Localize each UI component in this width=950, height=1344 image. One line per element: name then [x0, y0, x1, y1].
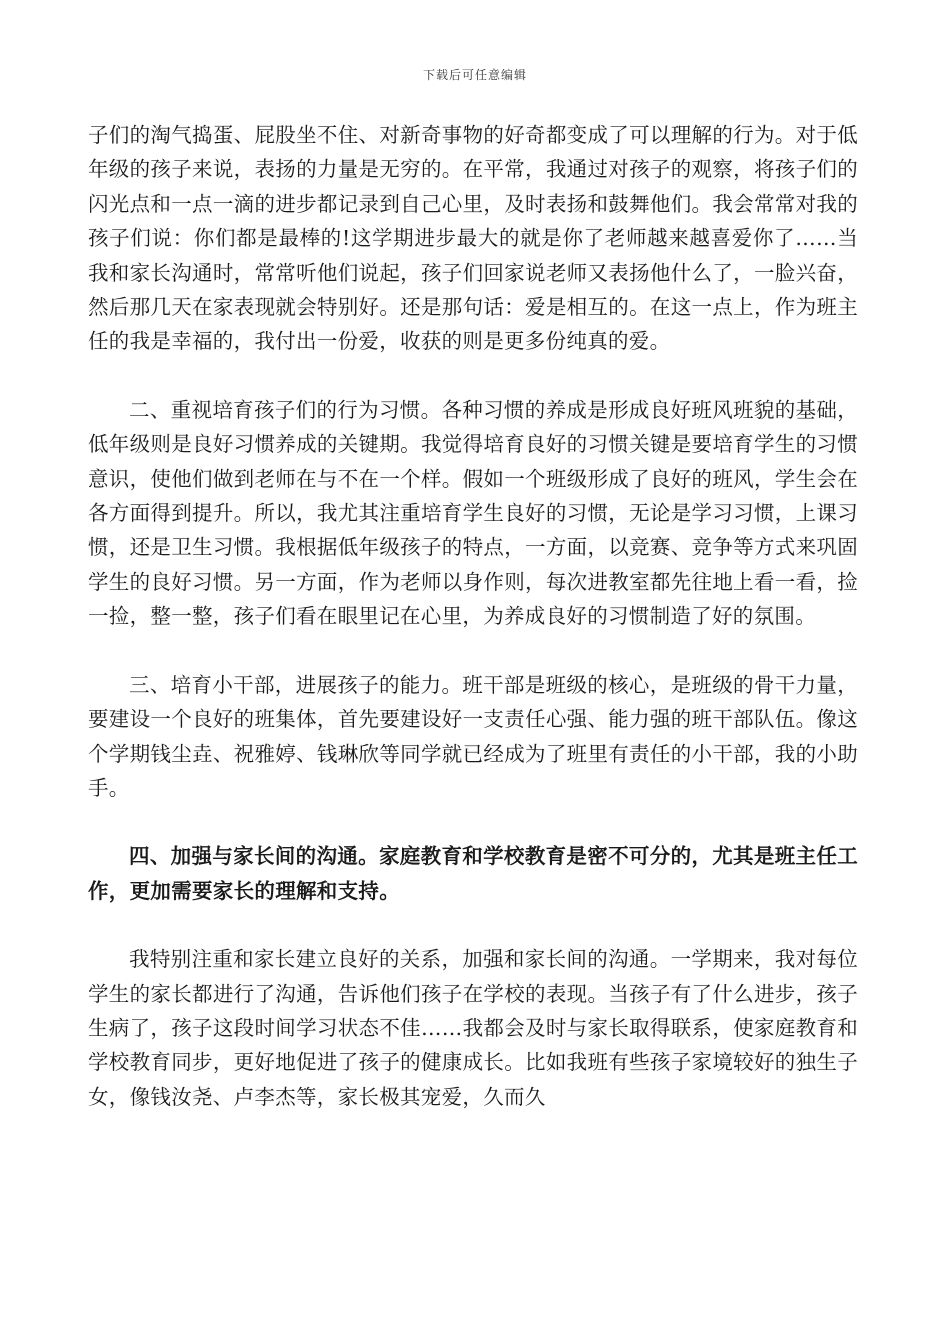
page-header: 下载后可任意编辑 — [422, 68, 527, 82]
paragraph-continuation: 子们的淘气捣蛋、屁股坐不住、对新奇事物的好奇都变成了可以理解的行为。对于低年级的孩子来说，表扬的力量是无穷的。在平常，我通过对孩子的观察，将孩子们的闪光点和一点一滴的进步都记录到自己心里，及时表扬和鼓舞他们。我会常常对我的孩子们说：你们都是最棒的!这学期进步最大的就是你了老师越来越喜爱你了……当我和家长沟通时，常常听他们说起，孩子们回家说老师又表扬他什么了，一脸兴奋，然后那几天在家表现就会特别好。还是那句话：爱是相互的。在这一点上，作为班主任的我是幸福的，我付出一份爱，收获的则是更多份纯真的爱。 — [88, 123, 858, 354]
paragraph-gap — [88, 359, 858, 393]
paragraph-gap — [88, 634, 858, 668]
paragraph-gap — [88, 908, 858, 942]
paragraph-section-2: 二、重视培育孩子们的行为习惯。各种习惯的养成是形成良好班风班貌的基础，低年级则是良好习惯养成的关键期。我觉得培育良好的习惯关键是要培育学生的习惯意识，使他们做到老师在与不在一个样。假如一个班级形成了良好的班风，学生会在各方面得到提升。所以，我尤其注重培育学生良好的习惯，无论是学习习惯，上课习惯，还是卫生习惯。我根据低年级孩子的特点，一方面，以竞赛、竞争等方式来巩固学生的良好习惯。另一方面，作为老师以身作则，每次进教室都先往地上看一看，捡一捡，整一整，孩子们看在眼里记在心里，为养成良好的习惯制造了好的氛围。 — [88, 397, 858, 629]
document-body — [88, 118, 858, 1114]
paragraph-section-3: 三、培育小干部，进展孩子的能力。班干部是班级的核心，是班级的骨干力量，要建设一个良好的班集体，首先要建设好一支责任心强、能力强的班干部队伍。像这个学期钱尘垚、祝雅婷、钱琳欣等同学就已经成为了班里有责任的小干部，我的小助手。 — [88, 672, 858, 800]
paragraph-gap — [88, 805, 858, 839]
paragraph-section-4-body: 我特别注重和家长建立良好的关系，加强和家长间的沟通。一学期来，我对每位学生的家长都进行了沟通，告诉他们孩子在学校的表现。当孩子有了什么进步，孩子生病了，孩子这段时间学习状态不佳……我都会及时与家长取得联系，使家庭教育和学校教育同步，更好地促进了孩子的健康成长。比如我班有些孩子家境较好的独生子女，像钱汝尧、卢李杰等，家长极其宠爱，久而久 — [88, 947, 858, 1109]
paragraph-section-4-heading: 四、加强与家长间的沟通。家庭教育和学校教育是密不可分的，尤其是班主任工作，更加需要家长的理解和支持。 — [88, 844, 858, 903]
